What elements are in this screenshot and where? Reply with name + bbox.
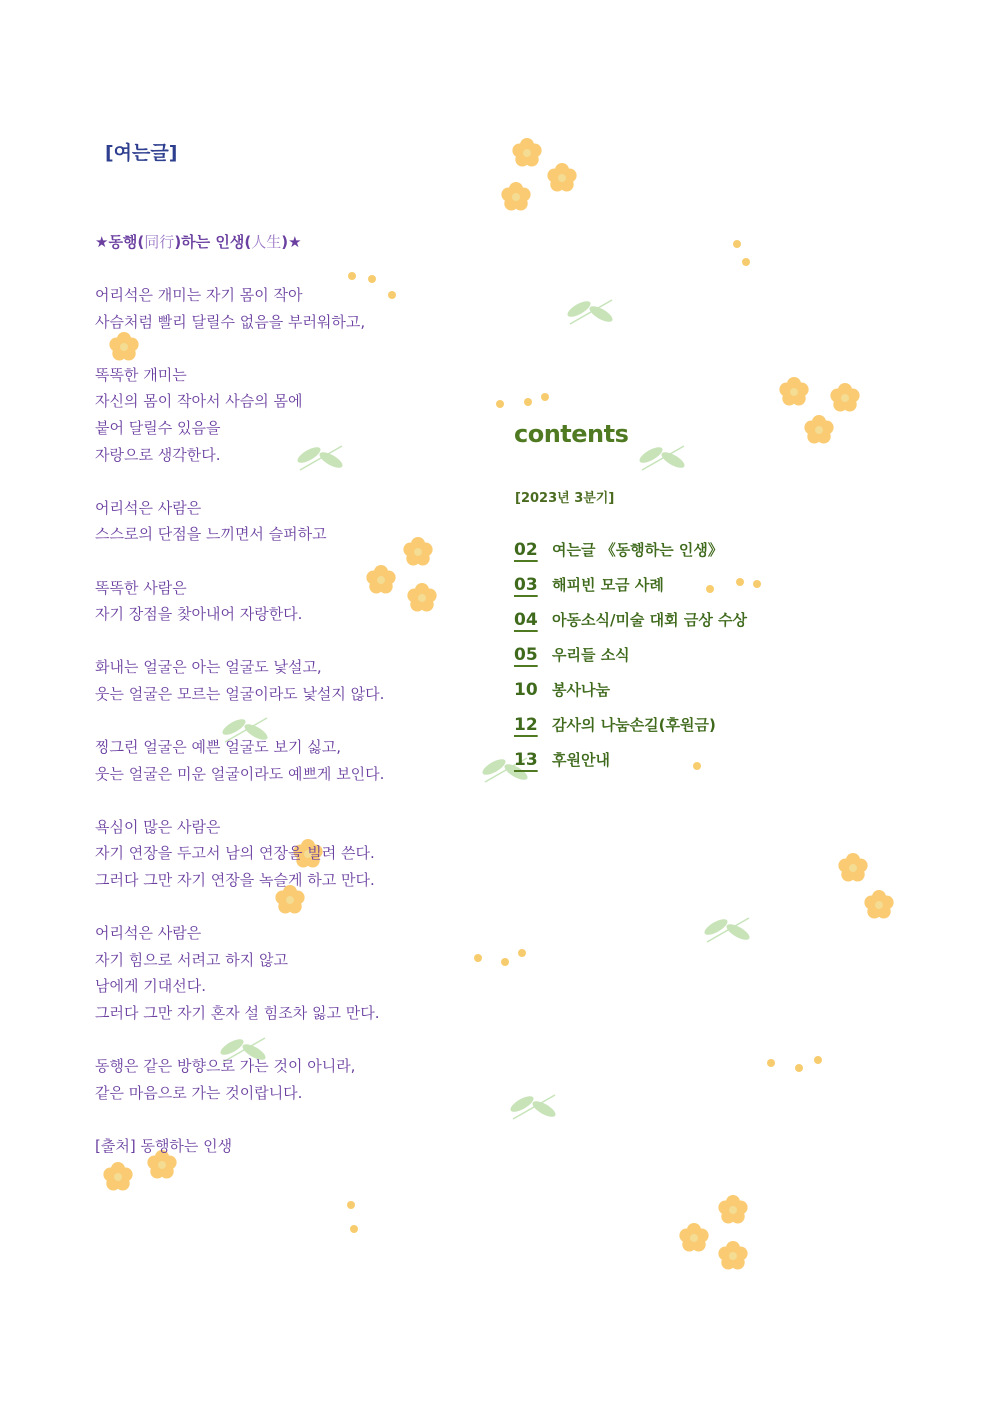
poem-line: 자기 장점을 찾아내어 자랑한다.	[95, 605, 303, 624]
poem-line: 자신의 몸이 작아서 사슴의 몸에	[95, 392, 303, 411]
poem-stanza	[95, 282, 495, 335]
poem-stanza	[95, 654, 495, 707]
toc-page-number: 04	[514, 610, 538, 630]
toc-label: 봉사나눔	[552, 681, 610, 699]
page-title: [여는글]	[105, 142, 178, 164]
poem	[95, 229, 495, 1186]
poem-line: 사슴처럼 빨리 달릴수 없음을 부러워하고,	[95, 312, 366, 331]
poem-line: 자기 연장을 두고서 남의 연장을 빌려 쓴다.	[95, 844, 375, 863]
poem-line: 똑똑한 개미는	[95, 365, 187, 384]
poem-line: 어리석은 개미는 자기 몸이 작아	[95, 286, 303, 304]
quarter-label: [2023년 3분기]	[515, 491, 615, 506]
poem-line: 그러다 그만 자기 혼자 설 힘조차 잃고 만다.	[95, 1004, 380, 1023]
toc-label: 감사의 나눔손길(후원금)	[552, 716, 716, 734]
poem-stanza	[95, 362, 495, 468]
poem-line: 자랑으로 생각한다.	[95, 445, 221, 464]
poem-line: 웃는 얼굴은 미운 얼굴이라도 예쁘게 보인다.	[95, 764, 385, 783]
poem-line: 자기 힘으로 서려고 하지 않고	[95, 950, 288, 969]
poem-title: ★동행(同行)하는 인생(人生)★	[95, 233, 302, 251]
toc-label: 여는글 《동행하는 인생》	[552, 541, 723, 559]
poem-line: 남에게 기대선다.	[95, 977, 206, 996]
poem-line: [출처] 동행하는 인생	[95, 1137, 233, 1155]
poem-line: 욕심이 많은 사람은	[95, 817, 221, 836]
toc-label: 아동소식/미술 대회 금상 수상	[552, 611, 748, 629]
poem-line: 붙어 달릴수 있음을	[95, 418, 221, 437]
poem-stanza	[95, 814, 495, 894]
poem-line: 웃는 얼굴은 모르는 얼굴이라도 낯설지 않다.	[95, 684, 385, 703]
toc-item[interactable]	[514, 641, 747, 676]
poem-stanza	[95, 1053, 495, 1106]
toc-page-number: 05	[514, 645, 538, 665]
toc-item[interactable]	[514, 746, 747, 781]
toc-label: 우리들 소식	[552, 646, 630, 664]
poem-line: 어리석은 사람은	[95, 924, 202, 943]
poem-line: 찡그린 얼굴은 예쁜 얼굴도 보기 싫고,	[95, 738, 341, 757]
poem-stanza	[95, 495, 495, 548]
contents-title: contents	[514, 420, 629, 448]
toc-page-number: 02	[514, 540, 538, 560]
toc-item[interactable]	[514, 571, 747, 606]
poem-source	[95, 1133, 495, 1160]
poem-line: 화내는 얼굴은 아는 얼굴도 낯설고,	[95, 658, 322, 677]
poem-line: 어리석은 사람은	[95, 498, 202, 517]
toc-item[interactable]	[514, 606, 747, 641]
poem-line: 스스로의 단점을 느끼면서 슬퍼하고	[95, 525, 327, 544]
toc-page-number: 03	[514, 575, 538, 595]
table-of-contents	[514, 536, 747, 781]
poem-line: 동행은 같은 방향으로 가는 것이 아니라,	[95, 1057, 356, 1076]
poem-stanza	[95, 920, 495, 1026]
toc-page-number: 12	[514, 715, 538, 735]
poem-line: 똑똑한 사람은	[95, 578, 187, 597]
poem-stanza	[95, 734, 495, 787]
toc-item[interactable]	[514, 711, 747, 746]
toc-page-number: 13	[514, 750, 538, 770]
poem-line: 같은 마음으로 가는 것이랍니다.	[95, 1083, 303, 1102]
toc-label: 해피빈 모금 사례	[552, 576, 664, 594]
poem-stanza	[95, 575, 495, 628]
toc-item[interactable]	[514, 536, 747, 571]
toc-label: 후원안내	[552, 751, 610, 769]
toc-page-number: 10	[514, 680, 538, 700]
toc-item[interactable]	[514, 676, 747, 711]
poem-line: 그러다 그만 자기 연장을 녹슬게 하고 만다.	[95, 871, 375, 890]
